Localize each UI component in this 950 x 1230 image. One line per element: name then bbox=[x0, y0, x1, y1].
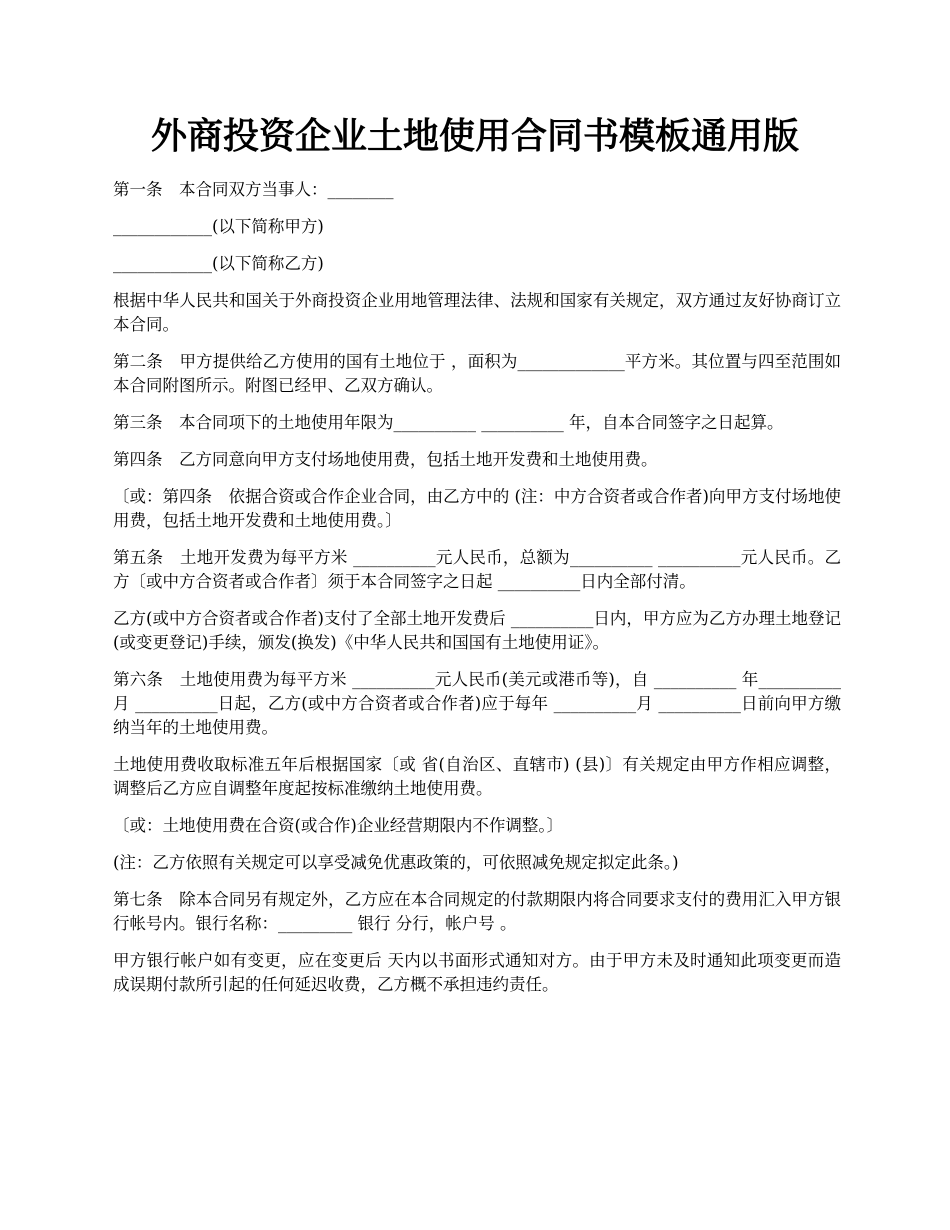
clause-6-usage-fee: 第六条 土地使用费为每平方米 __________元人民币(美元或港币等)，自 __________ 年__________月 __________日起，乙方(或中方合资者或合作者)应于每年 __________月 __________日前向甲方缴纳当年的土地使用费。 bbox=[113, 670, 841, 737]
clause-7-payment: 第七条 除本合同另有规定外，乙方应在本合同规定的付款期限内将合同要求支付的费用汇入甲方银行帐号内。银行名称：_________ 银行 分行，帐户号 。 bbox=[113, 890, 841, 933]
clause-6-adjustment: 土地使用费收取标准五年后根据国家〔或 省(自治区、直辖市) (县)〕有关规定由甲方作相应调整，调整后乙方应自调整年度起按标准缴纳土地使用费。 bbox=[113, 755, 841, 798]
clause-4-site-fee: 第四条 乙方同意向甲方支付场地使用费，包括土地开发费和土地使用费。 bbox=[113, 450, 658, 469]
clause-6-alternative: 〔或：土地使用费在合资(或合作)企业经营期限内不作调整。〕 bbox=[113, 816, 564, 835]
clause-2-land-location: 第二条 甲方提供给乙方使用的国有土地位于 ，面积为_____________平方米。其位置与四至范围如本合同附图所示。附图已经甲、乙双方确认。 bbox=[113, 352, 841, 395]
clause-7-account-change: 甲方银行帐户如有变更，应在变更后 天内以书面形式通知对方。由于甲方未及时通知此项变更而造成误期付款所引起的任何延迟收费，乙方概不承担违约责任。 bbox=[113, 951, 841, 994]
clause-5-development-fee: 第五条 土地开发费为每平方米 __________元人民币，总额为__________ __________元人民币。乙方〔或中方合资者或合作者〕须于本合同签字之日起 __________日内全部付清。 bbox=[113, 548, 841, 591]
clause-5-registration: 乙方(或中方合资者或合作者)支付了全部土地开发费后 __________日内，甲方应为乙方办理土地登记(或变更登记)手续，颁发(换发)《中华人民共和国国有土地使用证》。 bbox=[113, 609, 841, 652]
clause-4-alternative: 〔或：第四条 依据合资或合作企业合同，由乙方中的 (注：中方合资者或合作者)向甲方支付场地使用费，包括土地开发费和土地使用费。〕 bbox=[113, 487, 841, 530]
document-title: 外商投资企业土地使用合同书模板通用版 bbox=[150, 115, 799, 157]
clause-1-parties: 第一条 本合同双方当事人：________ bbox=[113, 180, 394, 199]
preamble-paragraph: 根据中华人民共和国关于外商投资企业用地管理法律、法规和国家有关规定，双方通过友好协商订立本合同。 bbox=[113, 291, 841, 334]
clause-3-term: 第三条 本合同项下的土地使用年限为__________ __________ 年，自本合同签字之日起算。 bbox=[113, 413, 784, 432]
clause-6-note: (注：乙方依照有关规定可以享受减免优惠政策的，可依照减免规定拟定此条。) bbox=[113, 853, 679, 872]
party-b-line: ____________(以下简称乙方) bbox=[113, 254, 324, 273]
party-a-line: ____________(以下简称甲方) bbox=[113, 217, 324, 236]
document-body bbox=[113, 178, 841, 1010]
